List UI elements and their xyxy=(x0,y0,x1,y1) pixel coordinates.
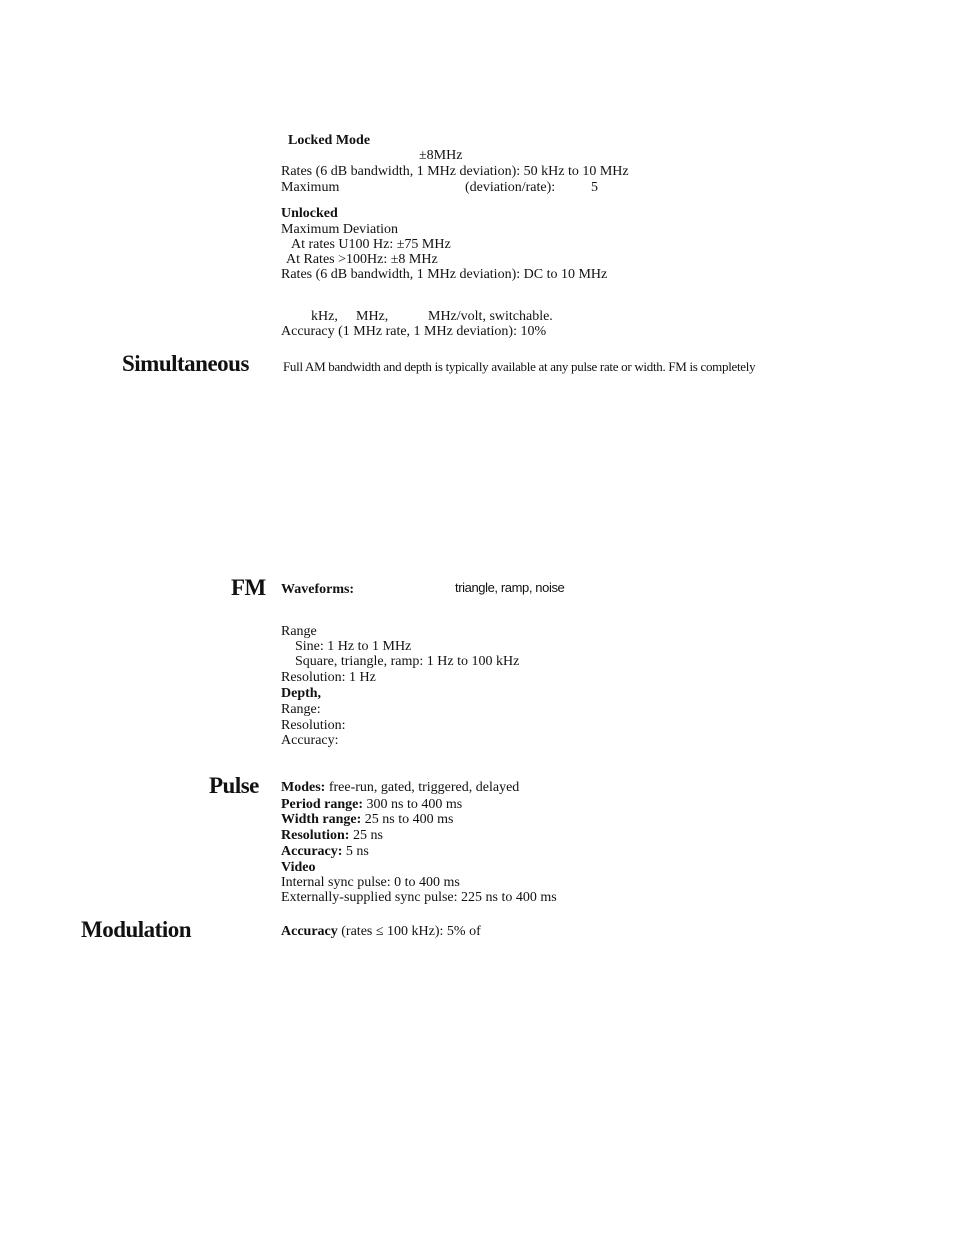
sensitivity-switchable: MHz/volt, switchable. xyxy=(428,309,553,324)
modulation-accuracy xyxy=(281,924,481,940)
unlocked-rates-high: At Rates >100Hz: ±8 MHz xyxy=(286,252,438,267)
pulse-width xyxy=(281,812,453,828)
pulse-accuracy-value: 5 ns xyxy=(345,844,369,859)
pulse-modes xyxy=(281,780,519,796)
locked-maximum: Maximum xyxy=(281,180,340,195)
simultaneous-text: Full AM bandwidth and depth is typically available at any pulse rate or width. FM is completely xyxy=(283,359,756,374)
locked-rates: Rates (6 dB bandwidth, 1 MHz deviation): 50 kHz to 10 MHz xyxy=(281,164,629,179)
pulse-video-label: Video xyxy=(281,860,316,875)
pulse-width-label: Width range: xyxy=(281,812,362,827)
unlocked-heading: Unlocked xyxy=(281,206,338,221)
pulse-resolution-label: Resolution: xyxy=(281,828,350,843)
pulse-external-sync: Externally-supplied sync pulse: 225 ns to 400 ms xyxy=(281,890,557,905)
sensitivity-khz: kHz, xyxy=(311,309,338,324)
sensitivity-mhz: MHz, xyxy=(356,309,389,324)
fm-accuracy: Accuracy (1 MHz rate, 1 MHz deviation): 10% xyxy=(281,324,547,339)
fm-waveforms-value: triangle, ramp, noise xyxy=(455,580,565,595)
pulse-accuracy xyxy=(281,844,369,860)
modulation-heading: Modulation xyxy=(81,917,192,942)
pulse-width-value: 25 ns to 400 ms xyxy=(364,812,454,827)
fm-range-sine: Sine: 1 Hz to 1 MHz xyxy=(295,639,412,654)
pulse-heading: Pulse xyxy=(209,773,259,798)
pulse-accuracy-label: Accuracy: xyxy=(281,844,343,859)
fm-range-label: Range xyxy=(281,624,317,639)
pulse-resolution xyxy=(281,828,383,844)
pulse-period xyxy=(281,797,462,813)
unlocked-rates: Rates (6 dB bandwidth, 1 MHz deviation): DC to 10 MHz xyxy=(281,267,608,282)
pulse-period-value: 300 ns to 400 ms xyxy=(366,797,463,812)
fm-range-square: Square, triangle, ramp: 1 Hz to 100 kHz xyxy=(295,654,520,669)
modulation-accuracy-label: Accuracy xyxy=(281,924,338,939)
fm-range-item: Range: xyxy=(281,702,321,717)
pulse-resolution-value: 25 ns xyxy=(352,828,383,843)
locked-mode-heading: Locked Mode xyxy=(288,133,371,148)
locked-deviation-rate-value: 5 xyxy=(591,180,598,195)
pulse-internal-sync: Internal sync pulse: 0 to 400 ms xyxy=(281,875,460,890)
fm-waveforms-label: Waveforms: xyxy=(281,582,355,597)
modulation-accuracy-value: (rates ≤ 100 kHz): 5% of xyxy=(341,924,481,939)
locked-deviation-rate: (deviation/rate): xyxy=(465,180,556,195)
pulse-period-label: Period range: xyxy=(281,797,364,812)
simultaneous-heading: Simultaneous xyxy=(122,351,249,376)
unlocked-max-deviation: Maximum Deviation xyxy=(281,222,399,237)
unlocked-rates-low: At rates U100 Hz: ±75 MHz xyxy=(291,237,451,252)
fm-resolution: Resolution: 1 Hz xyxy=(281,670,376,685)
locked-deviation: ±8MHz xyxy=(419,148,463,163)
pulse-modes-value: free-run, gated, triggered, delayed xyxy=(328,780,520,795)
pulse-modes-label: Modes: xyxy=(281,780,326,795)
fm-heading: FM xyxy=(231,575,266,600)
fm-accuracy-item: Accuracy: xyxy=(281,733,339,748)
fm-depth-label: Depth, xyxy=(281,686,322,701)
fm-resolution-item: Resolution: xyxy=(281,718,346,733)
